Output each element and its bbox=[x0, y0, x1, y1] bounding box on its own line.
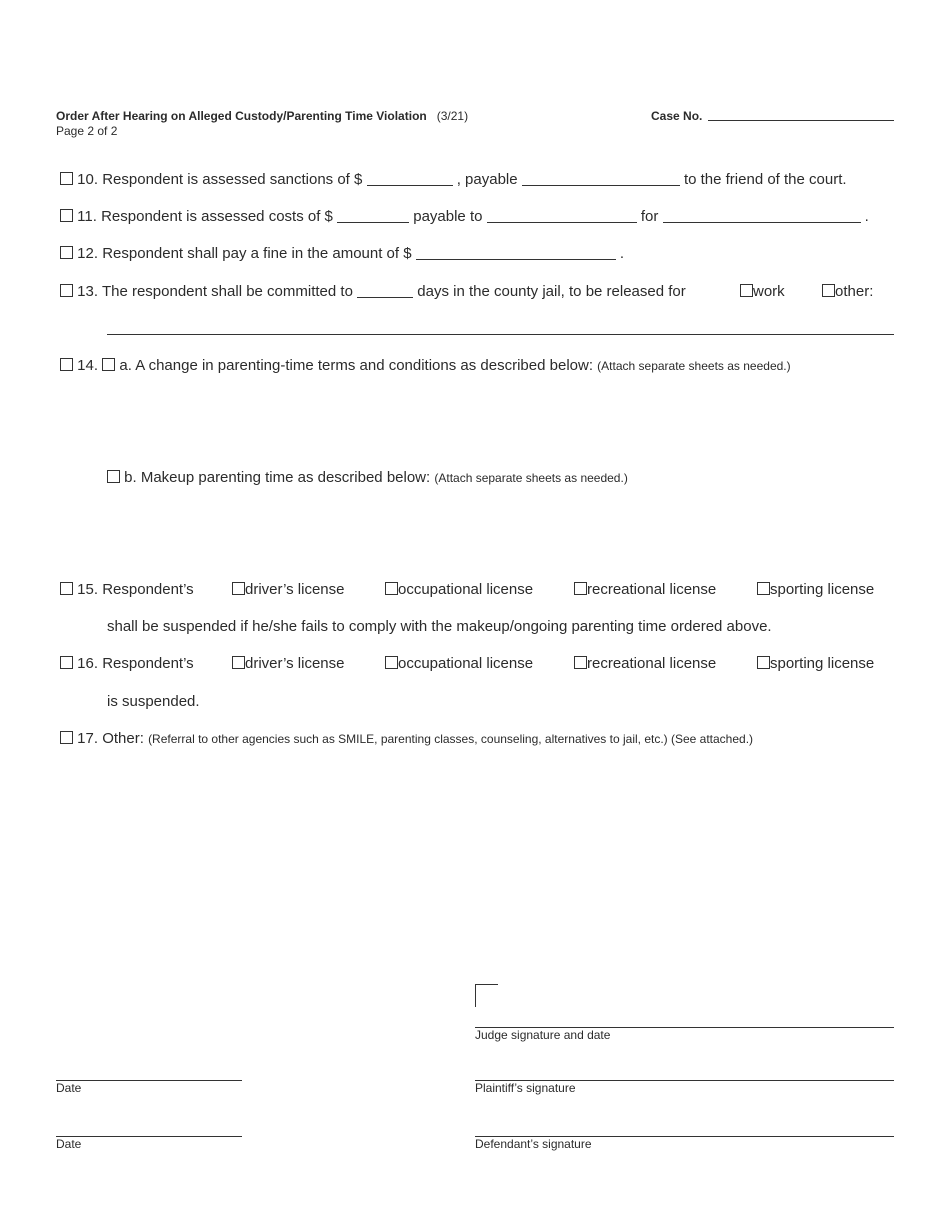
sanctions-payable-field[interactable] bbox=[522, 171, 680, 186]
item-14b-checkbox[interactable] bbox=[107, 470, 120, 483]
case-number-label: Case No. bbox=[651, 109, 703, 123]
item-16-drivers-label: driver’s license bbox=[245, 655, 345, 672]
form-title-text: Order After Hearing on Alleged Custody/Parenting Time Violation bbox=[56, 109, 427, 123]
item-16-lead: Respondent’s bbox=[102, 655, 194, 672]
sanctions-amount-field[interactable] bbox=[367, 171, 453, 186]
release-other-option bbox=[822, 283, 873, 301]
item-14b-note: (Attach separate sheets as needed.) bbox=[434, 471, 628, 485]
item-16-number: 16. bbox=[77, 655, 99, 672]
item-13-text-b: days in the county jail, to be released for bbox=[417, 283, 686, 300]
item-10-checkbox[interactable] bbox=[60, 172, 73, 185]
item-10-text-b: , payable bbox=[456, 171, 518, 188]
item-16-sporting-label: sporting license bbox=[770, 655, 875, 672]
item-14a-checkbox[interactable] bbox=[102, 358, 115, 371]
release-work-option bbox=[740, 283, 785, 301]
case-number-field[interactable] bbox=[708, 120, 894, 121]
item-15 bbox=[60, 581, 194, 599]
fine-amount-field[interactable] bbox=[416, 245, 616, 260]
item-15-occupational-checkbox[interactable] bbox=[385, 582, 398, 595]
item-14a-text: a. A change in parenting-time terms and conditions as described below: bbox=[119, 357, 593, 374]
item-16-continuation: is suspended. bbox=[107, 693, 200, 710]
plaintiff-signature-label: Plaintiff’s signature bbox=[475, 1081, 576, 1095]
item-16-recreational-label: recreational license bbox=[587, 655, 717, 672]
item-15-sporting-option bbox=[757, 581, 874, 599]
item-16-recreational-checkbox[interactable] bbox=[574, 656, 587, 669]
costs-payable-to-field[interactable] bbox=[487, 208, 637, 223]
item-15-drivers-option bbox=[232, 581, 345, 599]
item-16-occupational-label: occupational license bbox=[398, 655, 534, 672]
release-other-field[interactable] bbox=[107, 334, 894, 335]
item-11-number: 11. bbox=[77, 208, 97, 225]
costs-amount-field[interactable] bbox=[337, 208, 409, 223]
form-revision: (3/21) bbox=[436, 109, 469, 123]
item-16-recreational-option bbox=[574, 655, 716, 673]
item-12 bbox=[60, 245, 624, 263]
item-11-text-a: Respondent is assessed costs of $ bbox=[101, 208, 333, 225]
costs-for-field[interactable] bbox=[663, 208, 861, 223]
defendant-signature-label: Defendant’s signature bbox=[475, 1137, 592, 1151]
form-title bbox=[56, 109, 468, 123]
date-label-2: Date bbox=[56, 1137, 82, 1151]
item-16 bbox=[60, 655, 194, 673]
jail-days-field[interactable] bbox=[357, 283, 413, 298]
item-12-text-a: Respondent shall pay a fine in the amount of $ bbox=[102, 245, 412, 262]
item-13-text-a: The respondent shall be committed to bbox=[101, 283, 353, 300]
item-10 bbox=[60, 171, 847, 189]
item-15-occupational-label: occupational license bbox=[398, 581, 534, 598]
item-12-number: 12. bbox=[77, 245, 99, 262]
item-17-note: (Referral to other agencies such as SMILE, parenting classes, counseling, alternatives to jail, etc.) (See attached.) bbox=[148, 732, 754, 746]
item-15-lead: Respondent’s bbox=[102, 581, 194, 598]
release-work-label: work bbox=[753, 283, 785, 300]
date-label-1: Date bbox=[56, 1081, 82, 1095]
item-14-checkbox[interactable] bbox=[60, 358, 73, 371]
item-15-recreational-option bbox=[574, 581, 716, 599]
item-10-number: 10. bbox=[77, 171, 99, 188]
item-16-occupational-checkbox[interactable] bbox=[385, 656, 398, 669]
date-line-1[interactable] bbox=[56, 1080, 242, 1081]
item-15-drivers-label: driver’s license bbox=[245, 581, 345, 598]
item-15-occupational-option bbox=[385, 581, 533, 599]
item-15-recreational-label: recreational license bbox=[587, 581, 717, 598]
item-11-text-b: payable to bbox=[413, 208, 483, 225]
item-13-number: 13. bbox=[77, 283, 99, 300]
release-other-label: other: bbox=[835, 283, 874, 300]
release-work-checkbox[interactable] bbox=[740, 284, 753, 297]
item-14 bbox=[60, 357, 791, 375]
item-17-text: Other: bbox=[102, 730, 144, 747]
item-13 bbox=[60, 283, 686, 301]
release-other-checkbox[interactable] bbox=[822, 284, 835, 297]
item-11-checkbox[interactable] bbox=[60, 209, 73, 222]
date-line-2[interactable] bbox=[56, 1136, 242, 1137]
item-11 bbox=[60, 208, 869, 226]
item-16-checkbox[interactable] bbox=[60, 656, 73, 669]
item-15-checkbox[interactable] bbox=[60, 582, 73, 595]
item-15-number: 15. bbox=[77, 581, 99, 598]
item-14-number: 14. bbox=[77, 357, 99, 374]
judge-seal-corner-mark bbox=[475, 984, 498, 1007]
item-16-sporting-option bbox=[757, 655, 874, 673]
item-16-drivers-option bbox=[232, 655, 345, 673]
item-15-recreational-checkbox[interactable] bbox=[574, 582, 587, 595]
item-16-drivers-checkbox[interactable] bbox=[232, 656, 245, 669]
item-11-text-c: for bbox=[640, 208, 659, 225]
item-14a-note: (Attach separate sheets as needed.) bbox=[597, 359, 791, 373]
item-10-text-c: to the friend of the court. bbox=[683, 171, 847, 188]
item-17 bbox=[60, 730, 753, 748]
item-15-drivers-checkbox[interactable] bbox=[232, 582, 245, 595]
item-15-continuation: shall be suspended if he/she fails to comply with the makeup/ongoing parenting time ordered above. bbox=[107, 618, 772, 635]
item-12-text-b: . bbox=[619, 245, 625, 262]
item-16-occupational-option bbox=[385, 655, 533, 673]
item-17-checkbox[interactable] bbox=[60, 731, 73, 744]
item-16-sporting-checkbox[interactable] bbox=[757, 656, 770, 669]
item-15-sporting-checkbox[interactable] bbox=[757, 582, 770, 595]
judge-signature-label: Judge signature and date bbox=[475, 1028, 611, 1042]
item-14b-text: b. Makeup parenting time as described below: bbox=[124, 469, 431, 486]
page-number: Page 2 of 2 bbox=[56, 124, 118, 138]
item-14b bbox=[107, 469, 628, 487]
item-11-text-d: . bbox=[864, 208, 869, 225]
item-10-text-a: Respondent is assessed sanctions of $ bbox=[102, 171, 363, 188]
item-12-checkbox[interactable] bbox=[60, 246, 73, 259]
item-15-sporting-label: sporting license bbox=[770, 581, 875, 598]
item-13-checkbox[interactable] bbox=[60, 284, 73, 297]
item-17-number: 17. bbox=[77, 730, 99, 747]
